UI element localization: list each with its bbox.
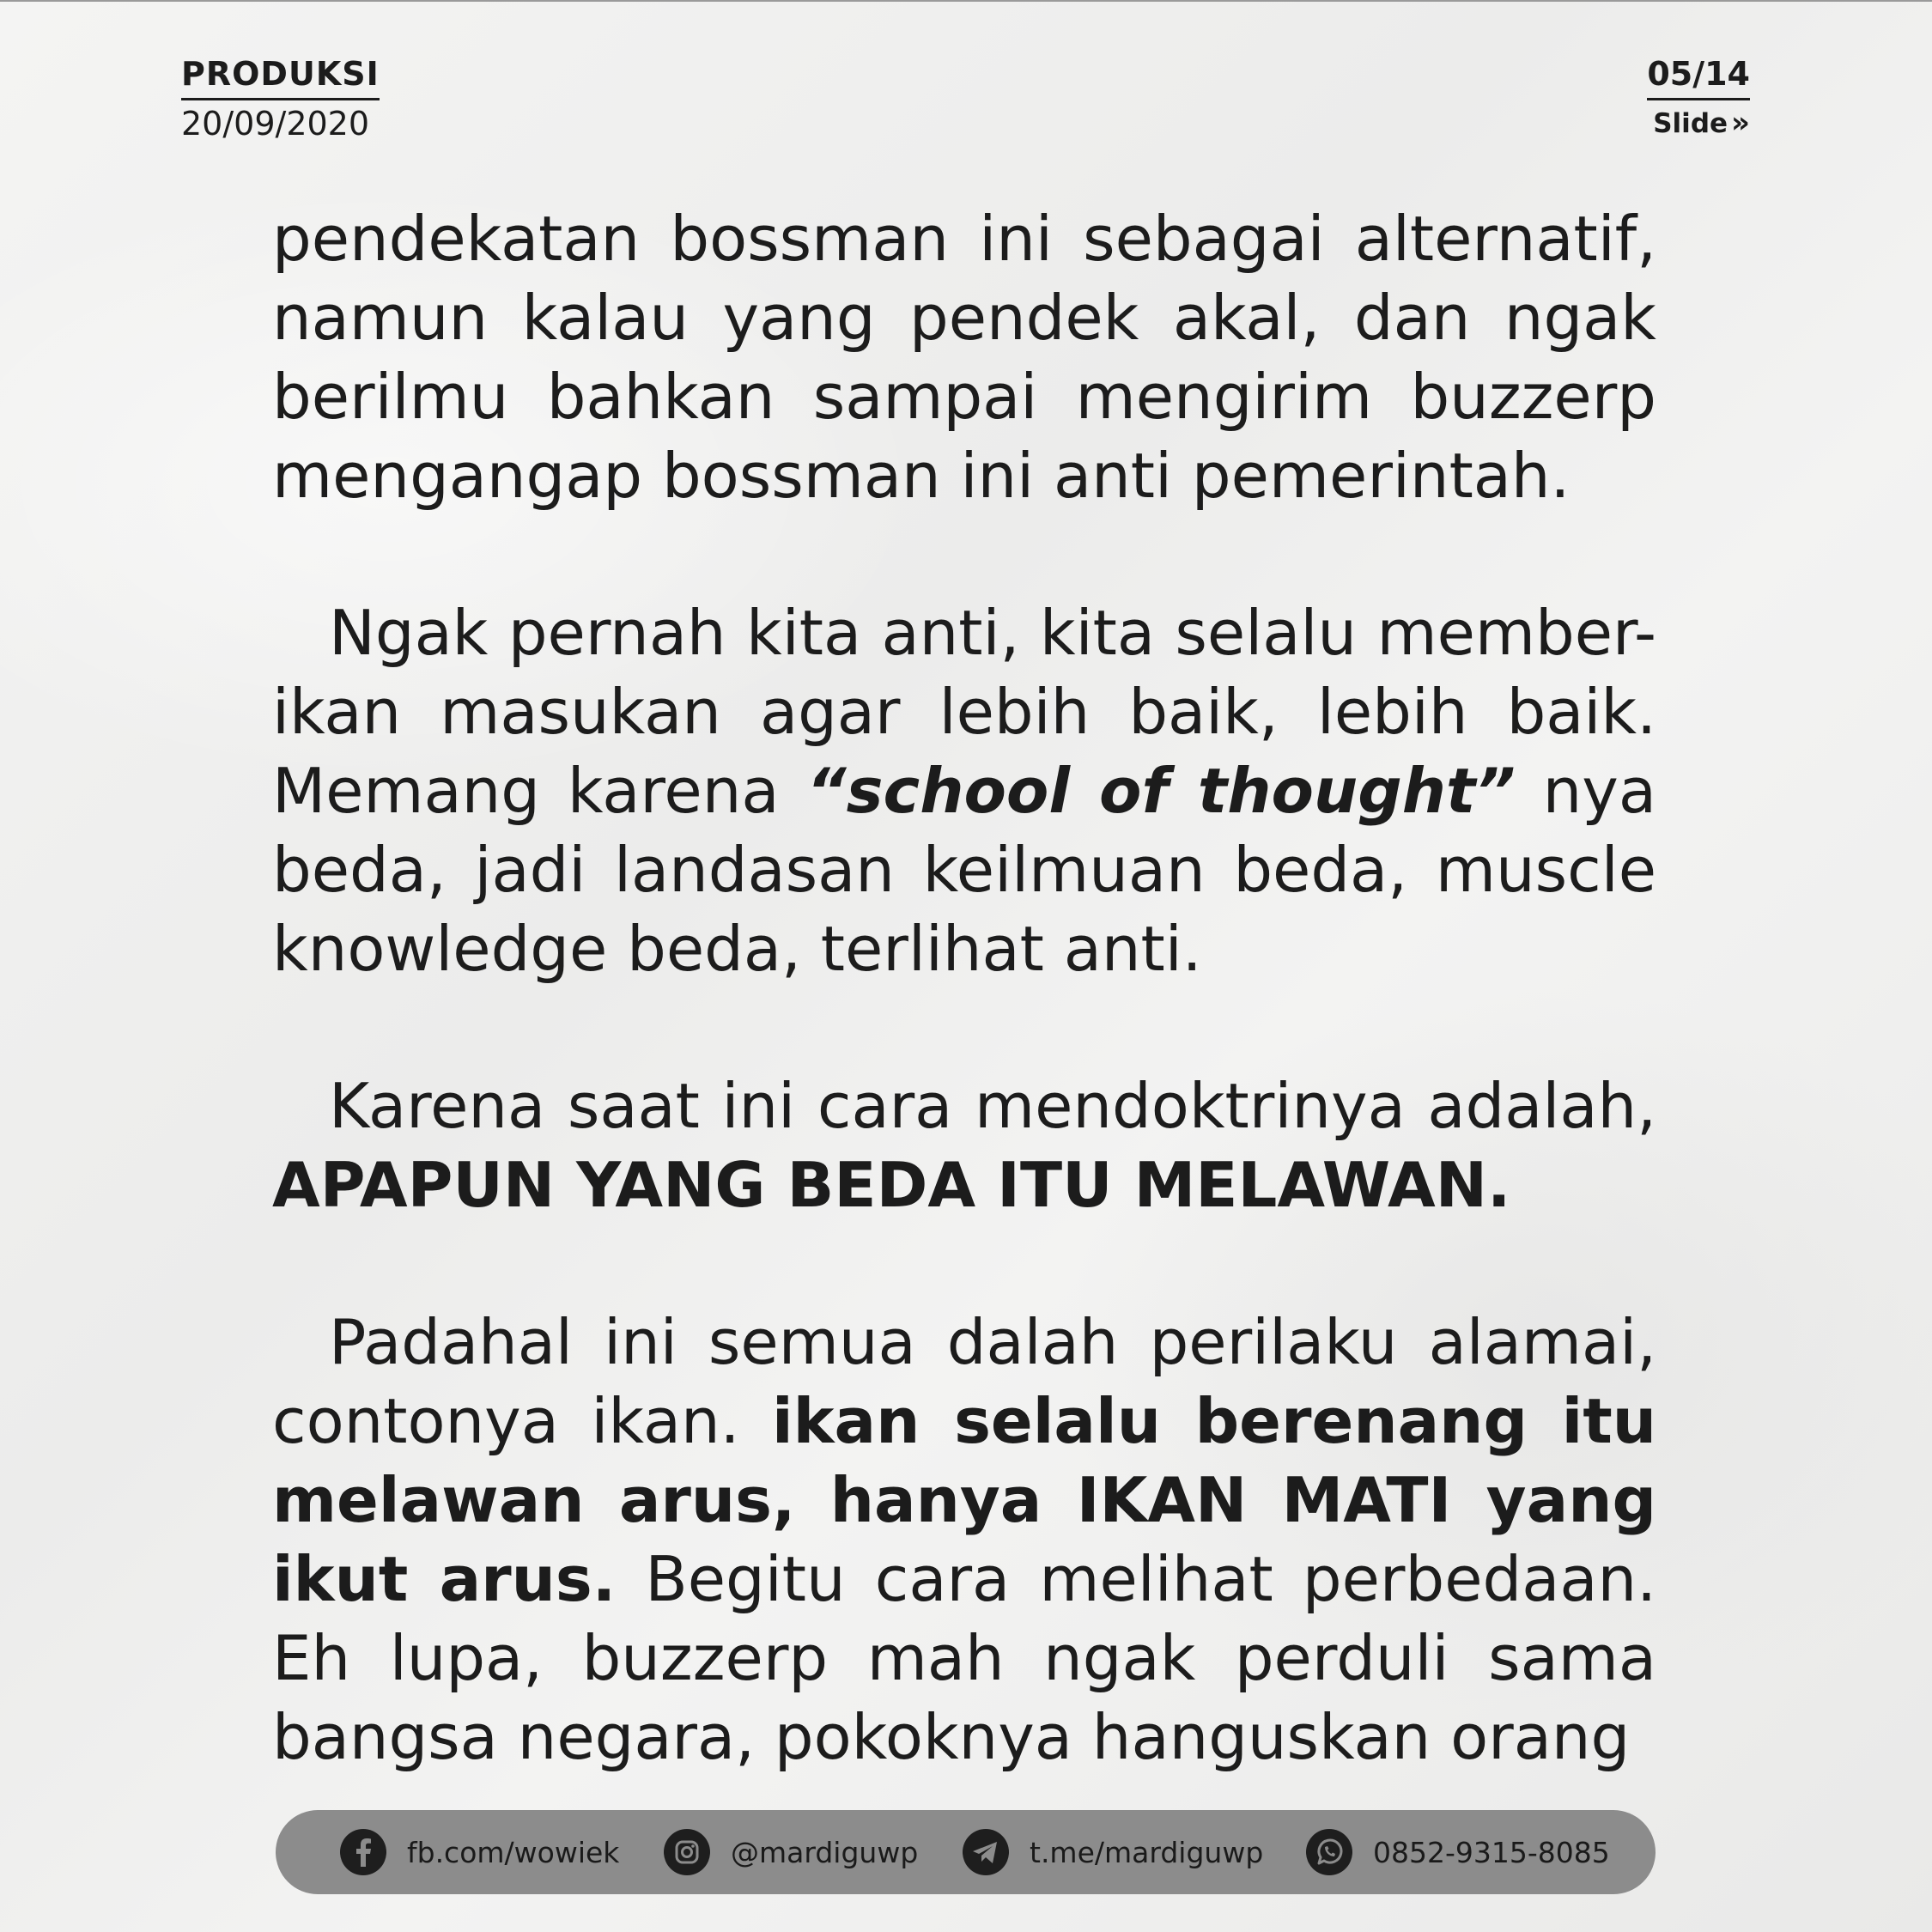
- paragraph-1-text: pendekatan bossman ini sebagai alternatif, namun kalau yang pendek akal, dan ngak berilmu bahkan sampai mengirim buzzerp mengangap bossman ini anti pemerintah.: [272, 203, 1656, 512]
- telegram-handle: t.me/mardiguwp: [1030, 1835, 1264, 1869]
- page-counter: 05/14: [1647, 53, 1750, 100]
- whatsapp-link[interactable]: [1306, 1810, 1610, 1894]
- header-left: [181, 53, 380, 145]
- header-right: [1647, 53, 1750, 144]
- paragraph-4-bold: ikan selalu berenang itu melawan arus, hanya IKAN MATI yang ikut arus.: [272, 1385, 1657, 1615]
- social-footer-bar: [276, 1810, 1656, 1894]
- instagram-icon: [664, 1829, 710, 1875]
- double-chevron-right-icon: »: [1731, 106, 1750, 140]
- telegram-link[interactable]: [963, 1810, 1263, 1894]
- whatsapp-icon: [1306, 1829, 1352, 1875]
- paragraph-4-text-a: Padahal ini semua dalah perilaku alamai, contonya ikan.: [272, 1306, 1656, 1457]
- instagram-link[interactable]: [664, 1810, 918, 1894]
- facebook-link[interactable]: [340, 1810, 619, 1894]
- telegram-icon: [963, 1829, 1009, 1875]
- instagram-handle: @mardiguwp: [731, 1835, 919, 1869]
- paragraph-3-text: Karena saat ini cara mendoktrinya adalah,: [329, 1070, 1656, 1142]
- facebook-icon: [340, 1829, 386, 1875]
- paragraph-4-text-b: Begitu cara melihat perbedaan. Eh lupa, buzzerp mah ngak perduli sama bangsa negara, pokoknya hanguskan orang: [272, 1543, 1656, 1773]
- paragraph-3: [272, 1066, 1656, 1224]
- paragraph-1: [272, 199, 1656, 515]
- publish-date: 20/09/2020: [181, 105, 370, 143]
- paragraph-4: [272, 1303, 1656, 1777]
- paragraph-2-text-b: nya beda, jadi landasan keilmuan beda, muscle knowledge beda, terlihat anti.: [272, 755, 1657, 985]
- slide-label: Slide: [1653, 108, 1728, 139]
- paragraph-2-text-a: Ngak pernah kita anti, kita selalu member-ikan masukan agar lebih baik, lebih baik. Memang karena: [272, 597, 1656, 827]
- paragraph-2: [272, 593, 1656, 988]
- top-border-line: [0, 0, 1932, 2]
- whatsapp-number: 0852-9315-8085: [1373, 1835, 1610, 1869]
- slide-indicator: [1647, 102, 1750, 144]
- paragraph-2-quote: “school of thought”: [806, 755, 1516, 827]
- section-title: PRODUKSI: [181, 53, 380, 100]
- paragraph-3-bold: APAPUN YANG BEDA ITU MELAWAN.: [272, 1149, 1511, 1221]
- article-body: [272, 199, 1656, 1855]
- facebook-handle: fb.com/wowiek: [407, 1835, 620, 1869]
